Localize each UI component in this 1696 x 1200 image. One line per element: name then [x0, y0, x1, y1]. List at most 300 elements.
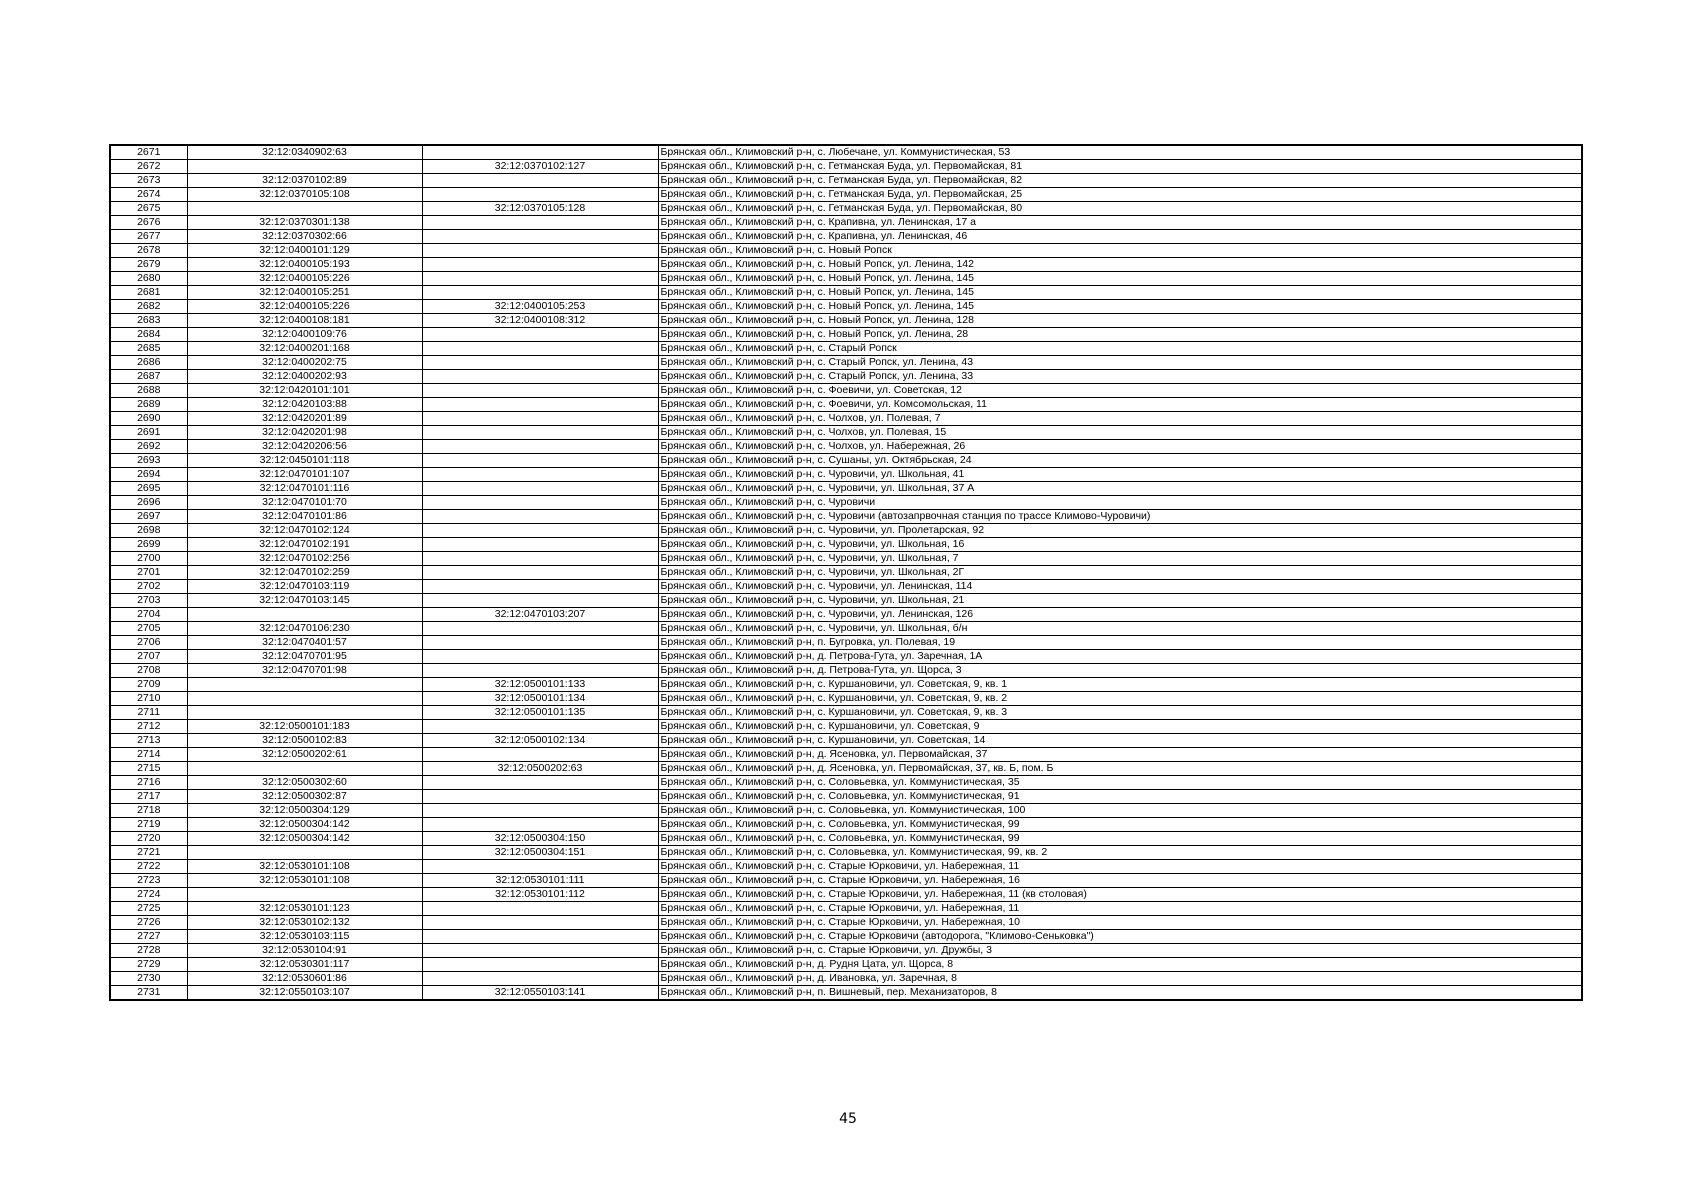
secondary-cadastral-number-cell: 32:12:0400105:253 — [422, 300, 658, 314]
row-number-cell: 2689 — [110, 398, 187, 412]
address-cell: Брянская обл., Климовский р-н, с. Старый Ропск — [658, 342, 1582, 356]
address-cell: Брянская обл., Климовский р-н, с. Соловьевка, ул. Коммунистическая, 99 — [658, 832, 1582, 846]
secondary-cadastral-number-cell — [422, 916, 658, 930]
cadastral-number-cell — [187, 888, 422, 902]
cadastral-number-cell: 32:12:0500101:183 — [187, 720, 422, 734]
secondary-cadastral-number-cell: 32:12:0530101:112 — [422, 888, 658, 902]
secondary-cadastral-number-cell — [422, 328, 658, 342]
address-cell: Брянская обл., Климовский р-н, с. Куршановичи, ул. Советская, 9, кв. 3 — [658, 706, 1582, 720]
cadastral-number-cell: 32:12:0530101:123 — [187, 902, 422, 916]
secondary-cadastral-number-cell — [422, 188, 658, 202]
table-row — [110, 762, 1582, 776]
row-number-cell: 2711 — [110, 706, 187, 720]
address-cell: Брянская обл., Климовский р-н, с. Старые Юрковичи (автодорога, "Климово-Сеньковка") — [658, 930, 1582, 944]
address-cell: Брянская обл., Климовский р-н, с. Старый Ропск, ул. Ленина, 33 — [658, 370, 1582, 384]
secondary-cadastral-number-cell — [422, 398, 658, 412]
table-row — [110, 748, 1582, 762]
table-row — [110, 482, 1582, 496]
address-cell: Брянская обл., Климовский р-н, с. Гетманская Буда, ул. Первомайская, 80 — [658, 202, 1582, 216]
secondary-cadastral-number-cell — [422, 468, 658, 482]
cadastral-number-cell: 32:12:0420101:101 — [187, 384, 422, 398]
address-cell: Брянская обл., Климовский р-н, с. Чуровичи (автозапрвочная станция по трассе Климово-Чуровичи) — [658, 510, 1582, 524]
secondary-cadastral-number-cell — [422, 272, 658, 286]
address-cell: Брянская обл., Климовский р-н, с. Старые Юрковичи, ул. Набережная, 11 — [658, 860, 1582, 874]
row-number-cell: 2709 — [110, 678, 187, 692]
row-number-cell: 2677 — [110, 230, 187, 244]
cadastral-number-cell: 32:12:0500304:142 — [187, 832, 422, 846]
address-cell: Брянская обл., Климовский р-н, с. Гетманская Буда, ул. Первомайская, 82 — [658, 174, 1582, 188]
cadastral-number-cell: 32:12:0470102:124 — [187, 524, 422, 538]
table-row — [110, 398, 1582, 412]
secondary-cadastral-number-cell — [422, 244, 658, 258]
table-row — [110, 860, 1582, 874]
address-cell: Брянская обл., Климовский р-н, с. Гетманская Буда, ул. Первомайская, 25 — [658, 188, 1582, 202]
address-cell: Брянская обл., Климовский р-н, с. Новый Ропск — [658, 244, 1582, 258]
address-cell: Брянская обл., Климовский р-н, с. Чуровичи, ул. Ленинская, 126 — [658, 608, 1582, 622]
row-number-cell: 2679 — [110, 258, 187, 272]
cadastral-number-cell: 32:12:0470701:95 — [187, 650, 422, 664]
address-cell: Брянская обл., Климовский р-н, с. Чолхов, ул. Полевая, 15 — [658, 426, 1582, 440]
table-row — [110, 188, 1582, 202]
address-cell: Брянская обл., Климовский р-н, с. Старый Ропск, ул. Ленина, 43 — [658, 356, 1582, 370]
row-number-cell: 2712 — [110, 720, 187, 734]
table-row — [110, 986, 1582, 1001]
row-number-cell: 2718 — [110, 804, 187, 818]
secondary-cadastral-number-cell — [422, 650, 658, 664]
secondary-cadastral-number-cell — [422, 776, 658, 790]
cadastral-number-cell: 32:12:0400105:193 — [187, 258, 422, 272]
table-row — [110, 678, 1582, 692]
cadastral-number-cell: 32:12:0470101:70 — [187, 496, 422, 510]
address-cell: Брянская обл., Климовский р-н, с. Новый Ропск, ул. Ленина, 28 — [658, 328, 1582, 342]
row-number-cell: 2673 — [110, 174, 187, 188]
address-cell: Брянская обл., Климовский р-н, с. Чуровичи, ул. Пролетарская, 92 — [658, 524, 1582, 538]
row-number-cell: 2684 — [110, 328, 187, 342]
secondary-cadastral-number-cell: 32:12:0550103:141 — [422, 986, 658, 1001]
cadastral-number-cell — [187, 678, 422, 692]
secondary-cadastral-number-cell — [422, 258, 658, 272]
cadastral-number-cell: 32:12:0500102:83 — [187, 734, 422, 748]
cadastral-number-cell: 32:12:0470103:145 — [187, 594, 422, 608]
table-row — [110, 608, 1582, 622]
secondary-cadastral-number-cell — [422, 538, 658, 552]
cadastral-number-cell: 32:12:0400105:226 — [187, 300, 422, 314]
address-cell: Брянская обл., Климовский р-н, с. Любечане, ул. Коммунистическая, 53 — [658, 145, 1582, 160]
row-number-cell: 2695 — [110, 482, 187, 496]
secondary-cadastral-number-cell — [422, 790, 658, 804]
row-number-cell: 2703 — [110, 594, 187, 608]
row-number-cell: 2723 — [110, 874, 187, 888]
table-row — [110, 776, 1582, 790]
row-number-cell: 2694 — [110, 468, 187, 482]
cadastral-number-cell — [187, 762, 422, 776]
table-row — [110, 342, 1582, 356]
row-number-cell: 2727 — [110, 930, 187, 944]
table-row — [110, 664, 1582, 678]
table-row — [110, 230, 1582, 244]
address-cell: Брянская обл., Климовский р-н, п. Вишневый, пер. Механизаторов, 8 — [658, 986, 1582, 1001]
cadastral-number-cell: 32:12:0400105:251 — [187, 286, 422, 300]
cadastral-number-cell — [187, 846, 422, 860]
row-number-cell: 2714 — [110, 748, 187, 762]
row-number-cell: 2688 — [110, 384, 187, 398]
address-cell: Брянская обл., Климовский р-н, с. Соловьевка, ул. Коммунистическая, 99, кв. 2 — [658, 846, 1582, 860]
address-cell: Брянская обл., Климовский р-н, д. Ясеновка, ул. Первомайская, 37, кв. Б, пом. Б — [658, 762, 1582, 776]
table-row — [110, 818, 1582, 832]
row-number-cell: 2724 — [110, 888, 187, 902]
table-row — [110, 145, 1582, 160]
row-number-cell: 2671 — [110, 145, 187, 160]
row-number-cell: 2678 — [110, 244, 187, 258]
secondary-cadastral-number-cell: 32:12:0500101:133 — [422, 678, 658, 692]
cadastral-number-cell: 32:12:0400201:168 — [187, 342, 422, 356]
address-cell: Брянская обл., Климовский р-н, с. Чуровичи — [658, 496, 1582, 510]
table-row — [110, 972, 1582, 986]
table-row — [110, 846, 1582, 860]
secondary-cadastral-number-cell — [422, 930, 658, 944]
secondary-cadastral-number-cell: 32:12:0370105:128 — [422, 202, 658, 216]
address-cell: Брянская обл., Климовский р-н, с. Старые Юрковичи, ул. Набережная, 11 — [658, 902, 1582, 916]
table-row — [110, 790, 1582, 804]
table-row — [110, 272, 1582, 286]
secondary-cadastral-number-cell: 32:12:0530101:111 — [422, 874, 658, 888]
address-cell: Брянская обл., Климовский р-н, с. Чуровичи, ул. Школьная, 41 — [658, 468, 1582, 482]
secondary-cadastral-number-cell — [422, 174, 658, 188]
row-number-cell: 2710 — [110, 692, 187, 706]
table-row — [110, 916, 1582, 930]
cadastral-number-cell: 32:12:0370102:89 — [187, 174, 422, 188]
secondary-cadastral-number-cell — [422, 496, 658, 510]
row-number-cell: 2690 — [110, 412, 187, 426]
table-row — [110, 650, 1582, 664]
row-number-cell: 2696 — [110, 496, 187, 510]
address-cell: Брянская обл., Климовский р-н, с. Куршановичи, ул. Советская, 14 — [658, 734, 1582, 748]
row-number-cell: 2676 — [110, 216, 187, 230]
row-number-cell: 2687 — [110, 370, 187, 384]
table-row — [110, 440, 1582, 454]
cadastral-number-cell — [187, 202, 422, 216]
table-row — [110, 594, 1582, 608]
table-row — [110, 384, 1582, 398]
secondary-cadastral-number-cell — [422, 566, 658, 580]
row-number-cell: 2685 — [110, 342, 187, 356]
table-row — [110, 566, 1582, 580]
address-cell: Брянская обл., Климовский р-н, с. Крапивна, ул. Ленинская, 17 а — [658, 216, 1582, 230]
table-row — [110, 244, 1582, 258]
secondary-cadastral-number-cell — [422, 748, 658, 762]
address-cell: Брянская обл., Климовский р-н, с. Гетманская Буда, ул. Первомайская, 81 — [658, 160, 1582, 174]
cadastral-number-cell: 32:12:0470106:230 — [187, 622, 422, 636]
address-cell: Брянская обл., Климовский р-н, с. Фоевичи, ул. Комсомольская, 11 — [658, 398, 1582, 412]
secondary-cadastral-number-cell — [422, 664, 658, 678]
row-number-cell: 2722 — [110, 860, 187, 874]
row-number-cell: 2728 — [110, 944, 187, 958]
cadastral-number-cell: 32:12:0530601:86 — [187, 972, 422, 986]
row-number-cell: 2725 — [110, 902, 187, 916]
address-cell: Брянская обл., Климовский р-н, с. Чолхов, ул. Полевая, 7 — [658, 412, 1582, 426]
row-number-cell: 2721 — [110, 846, 187, 860]
address-cell: Брянская обл., Климовский р-н, д. Ясеновка, ул. Первомайская, 37 — [658, 748, 1582, 762]
table-row — [110, 174, 1582, 188]
table-row — [110, 622, 1582, 636]
secondary-cadastral-number-cell — [422, 622, 658, 636]
table-row — [110, 370, 1582, 384]
table-row — [110, 258, 1582, 272]
table-row — [110, 888, 1582, 902]
table-row — [110, 706, 1582, 720]
table-row — [110, 692, 1582, 706]
secondary-cadastral-number-cell: 32:12:0500102:134 — [422, 734, 658, 748]
address-cell: Брянская обл., Климовский р-н, с. Новый Ропск, ул. Ленина, 145 — [658, 300, 1582, 314]
table-row — [110, 216, 1582, 230]
table-row — [110, 300, 1582, 314]
address-cell: Брянская обл., Климовский р-н, с. Куршановичи, ул. Советская, 9, кв. 2 — [658, 692, 1582, 706]
row-number-cell: 2731 — [110, 986, 187, 1001]
table-row — [110, 314, 1582, 328]
cadastral-number-cell: 32:12:0530301:117 — [187, 958, 422, 972]
table-row — [110, 496, 1582, 510]
cadastral-number-cell — [187, 692, 422, 706]
table-row — [110, 524, 1582, 538]
address-cell: Брянская обл., Климовский р-н, с. Новый Ропск, ул. Ленина, 145 — [658, 286, 1582, 300]
address-cell: Брянская обл., Климовский р-н, с. Соловьевка, ул. Коммунистическая, 100 — [658, 804, 1582, 818]
secondary-cadastral-number-cell — [422, 944, 658, 958]
row-number-cell: 2704 — [110, 608, 187, 622]
row-number-cell: 2680 — [110, 272, 187, 286]
secondary-cadastral-number-cell — [422, 636, 658, 650]
address-cell: Брянская обл., Климовский р-н, с. Новый Ропск, ул. Ленина, 142 — [658, 258, 1582, 272]
address-cell: Брянская обл., Климовский р-н, с. Чуровичи, ул. Школьная, 21 — [658, 594, 1582, 608]
row-number-cell: 2700 — [110, 552, 187, 566]
table-row — [110, 958, 1582, 972]
address-cell: Брянская обл., Климовский р-н, с. Крапивна, ул. Ленинская, 46 — [658, 230, 1582, 244]
cadastral-number-cell: 32:12:0470101:86 — [187, 510, 422, 524]
secondary-cadastral-number-cell — [422, 902, 658, 916]
address-cell: Брянская обл., Климовский р-н, с. Новый Ропск, ул. Ленина, 128 — [658, 314, 1582, 328]
address-cell: Брянская обл., Климовский р-н, с. Соловьевка, ул. Коммунистическая, 35 — [658, 776, 1582, 790]
cadastral-number-cell: 32:12:0340902:63 — [187, 145, 422, 160]
secondary-cadastral-number-cell — [422, 356, 658, 370]
row-number-cell: 2692 — [110, 440, 187, 454]
address-cell: Брянская обл., Климовский р-н, с. Чуровичи, ул. Школьная, б/н — [658, 622, 1582, 636]
secondary-cadastral-number-cell — [422, 818, 658, 832]
address-cell: Брянская обл., Климовский р-н, с. Чуровичи, ул. Школьная, 16 — [658, 538, 1582, 552]
secondary-cadastral-number-cell — [422, 426, 658, 440]
cadastral-number-cell: 32:12:0370301:138 — [187, 216, 422, 230]
cadastral-number-cell — [187, 608, 422, 622]
secondary-cadastral-number-cell — [422, 720, 658, 734]
secondary-cadastral-number-cell — [422, 580, 658, 594]
cadastral-number-cell — [187, 160, 422, 174]
secondary-cadastral-number-cell — [422, 972, 658, 986]
table-row — [110, 468, 1582, 482]
cadastral-number-cell: 32:12:0500302:87 — [187, 790, 422, 804]
cadastral-number-cell: 32:12:0400105:226 — [187, 272, 422, 286]
cadastral-number-cell: 32:12:0400109:76 — [187, 328, 422, 342]
cadastral-number-cell: 32:12:0500304:129 — [187, 804, 422, 818]
cadastral-number-cell: 32:12:0470101:116 — [187, 482, 422, 496]
table-row — [110, 580, 1582, 594]
table-row — [110, 510, 1582, 524]
secondary-cadastral-number-cell — [422, 804, 658, 818]
secondary-cadastral-number-cell: 32:12:0500304:150 — [422, 832, 658, 846]
cadastral-number-cell — [187, 706, 422, 720]
page-number: 45 — [839, 1111, 857, 1127]
address-cell: Брянская обл., Климовский р-н, с. Старые Юрковичи, ул. Набережная, 11 (кв столовая) — [658, 888, 1582, 902]
secondary-cadastral-number-cell: 32:12:0370102:127 — [422, 160, 658, 174]
cadastral-number-cell: 32:12:0530101:108 — [187, 860, 422, 874]
cadastral-number-cell: 32:12:0400108:181 — [187, 314, 422, 328]
table-row — [110, 286, 1582, 300]
row-number-cell: 2693 — [110, 454, 187, 468]
address-cell: Брянская обл., Климовский р-н, с. Чолхов, ул. Набережная, 26 — [658, 440, 1582, 454]
row-number-cell: 2730 — [110, 972, 187, 986]
secondary-cadastral-number-cell — [422, 860, 658, 874]
address-cell: Брянская обл., Климовский р-н, с. Старые Юрковичи, ул. Дружбы, 3 — [658, 944, 1582, 958]
table-row — [110, 720, 1582, 734]
secondary-cadastral-number-cell — [422, 342, 658, 356]
secondary-cadastral-number-cell — [422, 510, 658, 524]
secondary-cadastral-number-cell — [422, 412, 658, 426]
address-cell: Брянская обл., Климовский р-н, д. Петрова-Гута, ул. Щорса, 3 — [658, 664, 1582, 678]
cadastral-number-cell: 32:12:0500304:142 — [187, 818, 422, 832]
table-row — [110, 832, 1582, 846]
register-table-body — [110, 145, 1582, 1000]
table-row — [110, 944, 1582, 958]
cadastral-number-cell: 32:12:0470102:256 — [187, 552, 422, 566]
row-number-cell: 2674 — [110, 188, 187, 202]
secondary-cadastral-number-cell — [422, 454, 658, 468]
address-cell: Брянская обл., Климовский р-н, с. Чуровичи, ул. Школьная, 7 — [658, 552, 1582, 566]
cadastral-number-cell: 32:12:0420201:98 — [187, 426, 422, 440]
address-cell: Брянская обл., Климовский р-н, с. Соловьевка, ул. Коммунистическая, 91 — [658, 790, 1582, 804]
secondary-cadastral-number-cell — [422, 482, 658, 496]
row-number-cell: 2726 — [110, 916, 187, 930]
row-number-cell: 2683 — [110, 314, 187, 328]
cadastral-number-cell: 32:12:0530103:115 — [187, 930, 422, 944]
address-cell: Брянская обл., Климовский р-н, с. Чуровичи, ул. Ленинская, 114 — [658, 580, 1582, 594]
cadastral-number-cell: 32:12:0420206:56 — [187, 440, 422, 454]
table-row — [110, 804, 1582, 818]
address-cell: Брянская обл., Климовский р-н, д. Ивановка, ул. Заречная, 8 — [658, 972, 1582, 986]
cadastral-number-cell: 32:12:0420201:89 — [187, 412, 422, 426]
row-number-cell: 2729 — [110, 958, 187, 972]
cadastral-number-cell: 32:12:0470103:119 — [187, 580, 422, 594]
address-cell: Брянская обл., Климовский р-н, с. Фоевичи, ул. Советская, 12 — [658, 384, 1582, 398]
cadastral-number-cell: 32:12:0530101:108 — [187, 874, 422, 888]
secondary-cadastral-number-cell — [422, 230, 658, 244]
row-number-cell: 2702 — [110, 580, 187, 594]
row-number-cell: 2708 — [110, 664, 187, 678]
secondary-cadastral-number-cell: 32:12:0500202:63 — [422, 762, 658, 776]
table-row — [110, 902, 1582, 916]
row-number-cell: 2672 — [110, 160, 187, 174]
table-row — [110, 160, 1582, 174]
table-row — [110, 874, 1582, 888]
cadastral-number-cell: 32:12:0470401:57 — [187, 636, 422, 650]
secondary-cadastral-number-cell — [422, 370, 658, 384]
table-row — [110, 412, 1582, 426]
secondary-cadastral-number-cell: 32:12:0500101:135 — [422, 706, 658, 720]
secondary-cadastral-number-cell — [422, 216, 658, 230]
row-number-cell: 2682 — [110, 300, 187, 314]
cadastral-number-cell: 32:12:0370105:108 — [187, 188, 422, 202]
row-number-cell: 2719 — [110, 818, 187, 832]
row-number-cell: 2699 — [110, 538, 187, 552]
cadastral-number-cell: 32:12:0530102:132 — [187, 916, 422, 930]
table-row — [110, 454, 1582, 468]
address-cell: Брянская обл., Климовский р-н, п. Бугровка, ул. Полевая, 19 — [658, 636, 1582, 650]
secondary-cadastral-number-cell — [422, 594, 658, 608]
cadastral-number-cell: 32:12:0470101:107 — [187, 468, 422, 482]
table-row — [110, 734, 1582, 748]
row-number-cell: 2707 — [110, 650, 187, 664]
secondary-cadastral-number-cell: 32:12:0500304:151 — [422, 846, 658, 860]
cadastral-number-cell: 32:12:0500302:60 — [187, 776, 422, 790]
table-row — [110, 538, 1582, 552]
address-cell: Брянская обл., Климовский р-н, д. Рудня Цата, ул. Щорса, 8 — [658, 958, 1582, 972]
table-row — [110, 636, 1582, 650]
cadastral-number-cell: 32:12:0550103:107 — [187, 986, 422, 1001]
row-number-cell: 2701 — [110, 566, 187, 580]
secondary-cadastral-number-cell — [422, 384, 658, 398]
cadastral-number-cell: 32:12:0400101:129 — [187, 244, 422, 258]
address-cell: Брянская обл., Климовский р-н, с. Чуровичи, ул. Школьная, 37 А — [658, 482, 1582, 496]
address-cell: Брянская обл., Климовский р-н, д. Петрова-Гута, ул. Заречная, 1А — [658, 650, 1582, 664]
secondary-cadastral-number-cell — [422, 524, 658, 538]
table-row — [110, 930, 1582, 944]
address-cell: Брянская обл., Климовский р-н, с. Соловьевка, ул. Коммунистическая, 99 — [658, 818, 1582, 832]
row-number-cell: 2698 — [110, 524, 187, 538]
row-number-cell: 2675 — [110, 202, 187, 216]
row-number-cell: 2717 — [110, 790, 187, 804]
secondary-cadastral-number-cell: 32:12:0470103:207 — [422, 608, 658, 622]
address-cell: Брянская обл., Климовский р-н, с. Чуровичи, ул. Школьная, 2Г — [658, 566, 1582, 580]
row-number-cell: 2705 — [110, 622, 187, 636]
row-number-cell: 2691 — [110, 426, 187, 440]
row-number-cell: 2706 — [110, 636, 187, 650]
table-row — [110, 202, 1582, 216]
table-row — [110, 356, 1582, 370]
property-register-table — [109, 144, 1583, 1001]
address-cell: Брянская обл., Климовский р-н, с. Новый Ропск, ул. Ленина, 145 — [658, 272, 1582, 286]
cadastral-number-cell: 32:12:0370302:66 — [187, 230, 422, 244]
address-cell: Брянская обл., Климовский р-н, с. Куршановичи, ул. Советская, 9, кв. 1 — [658, 678, 1582, 692]
table-row — [110, 328, 1582, 342]
cadastral-number-cell: 32:12:0530104:91 — [187, 944, 422, 958]
cadastral-number-cell: 32:12:0470102:191 — [187, 538, 422, 552]
table-row — [110, 552, 1582, 566]
cadastral-number-cell: 32:12:0470701:98 — [187, 664, 422, 678]
cadastral-number-cell: 32:12:0500202:61 — [187, 748, 422, 762]
row-number-cell: 2697 — [110, 510, 187, 524]
cadastral-number-cell: 32:12:0400202:75 — [187, 356, 422, 370]
address-cell: Брянская обл., Климовский р-н, с. Старые Юрковичи, ул. Набережная, 16 — [658, 874, 1582, 888]
cadastral-number-cell: 32:12:0470102:259 — [187, 566, 422, 580]
cadastral-number-cell: 32:12:0400202:93 — [187, 370, 422, 384]
row-number-cell: 2715 — [110, 762, 187, 776]
table-row — [110, 426, 1582, 440]
row-number-cell: 2686 — [110, 356, 187, 370]
secondary-cadastral-number-cell: 32:12:0500101:134 — [422, 692, 658, 706]
secondary-cadastral-number-cell — [422, 440, 658, 454]
row-number-cell: 2681 — [110, 286, 187, 300]
row-number-cell: 2716 — [110, 776, 187, 790]
secondary-cadastral-number-cell: 32:12:0400108:312 — [422, 314, 658, 328]
row-number-cell: 2713 — [110, 734, 187, 748]
row-number-cell: 2720 — [110, 832, 187, 846]
secondary-cadastral-number-cell — [422, 286, 658, 300]
